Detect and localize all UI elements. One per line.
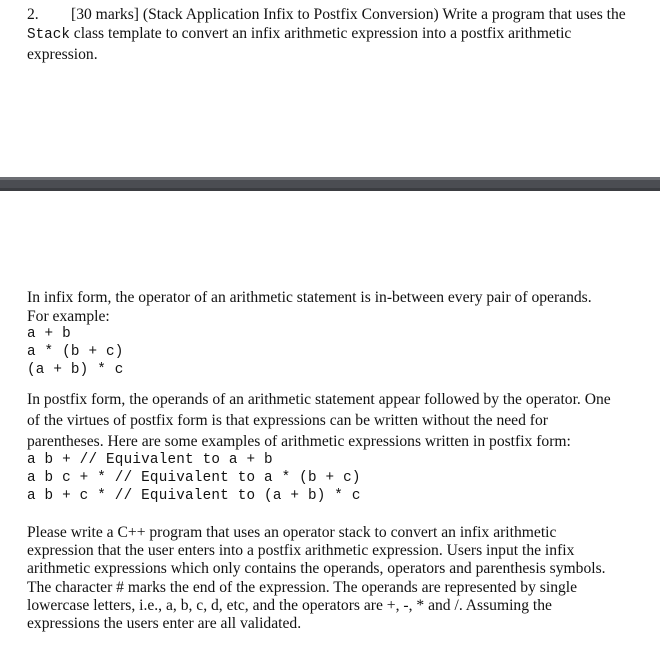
- postfix-example-2: a b c + * // Equivalent to a * (b + c): [27, 470, 361, 486]
- instructions-text: Please write a C++ program that uses an operator stack to convert an infix arithmetic expression that the user enters into a postfix arithmetic expression. Users input the infix arithmetic expressions which only contains the operands, operators and parenthesis symbols. The character # marks the end of the expression. The operands are represented by single lowercase letters, i.e., a, b, c, d, etc, and the operators are +, -, * and /. Assuming the expressions the users enter are all validated.: [27, 524, 606, 633]
- stack-class-name: Stack: [27, 27, 70, 43]
- postfix-example-3: a b + c * // Equivalent to (a + b) * c: [27, 488, 361, 504]
- infix-description: [27, 288, 617, 326]
- postfix-examples: [27, 451, 617, 505]
- infix-text: In infix form, the operator of an arithmetic statement is in-between every pair of operands. For example:: [27, 289, 592, 325]
- page-divider: [0, 177, 660, 191]
- instructions: [27, 524, 617, 633]
- question-intro-text-2: class template to convert an infix arithmetic expression into a postfix arithmetic expression.: [27, 25, 572, 63]
- infix-example-2: a * (b + c): [27, 344, 124, 360]
- postfix-example-1: a b + // Equivalent to a + b: [27, 452, 273, 468]
- postfix-text: In postfix form, the operands of an arithmetic statement appear followed by the operator. One of the virtues of postfix form is that expressions can be written without the need for parentheses. Here are some examples of arithmetic expressions written in postfix form:: [27, 391, 611, 450]
- question-intro: [27, 5, 627, 64]
- question-intro-text-1: [30 marks] (Stack Application Infix to Postfix Conversion) Write a program that uses the: [71, 6, 626, 23]
- infix-example-1: a + b: [27, 326, 71, 342]
- infix-examples: [27, 325, 617, 379]
- question-number: 2.: [27, 6, 39, 23]
- infix-example-3: (a + b) * c: [27, 362, 124, 378]
- postfix-description: [27, 389, 617, 452]
